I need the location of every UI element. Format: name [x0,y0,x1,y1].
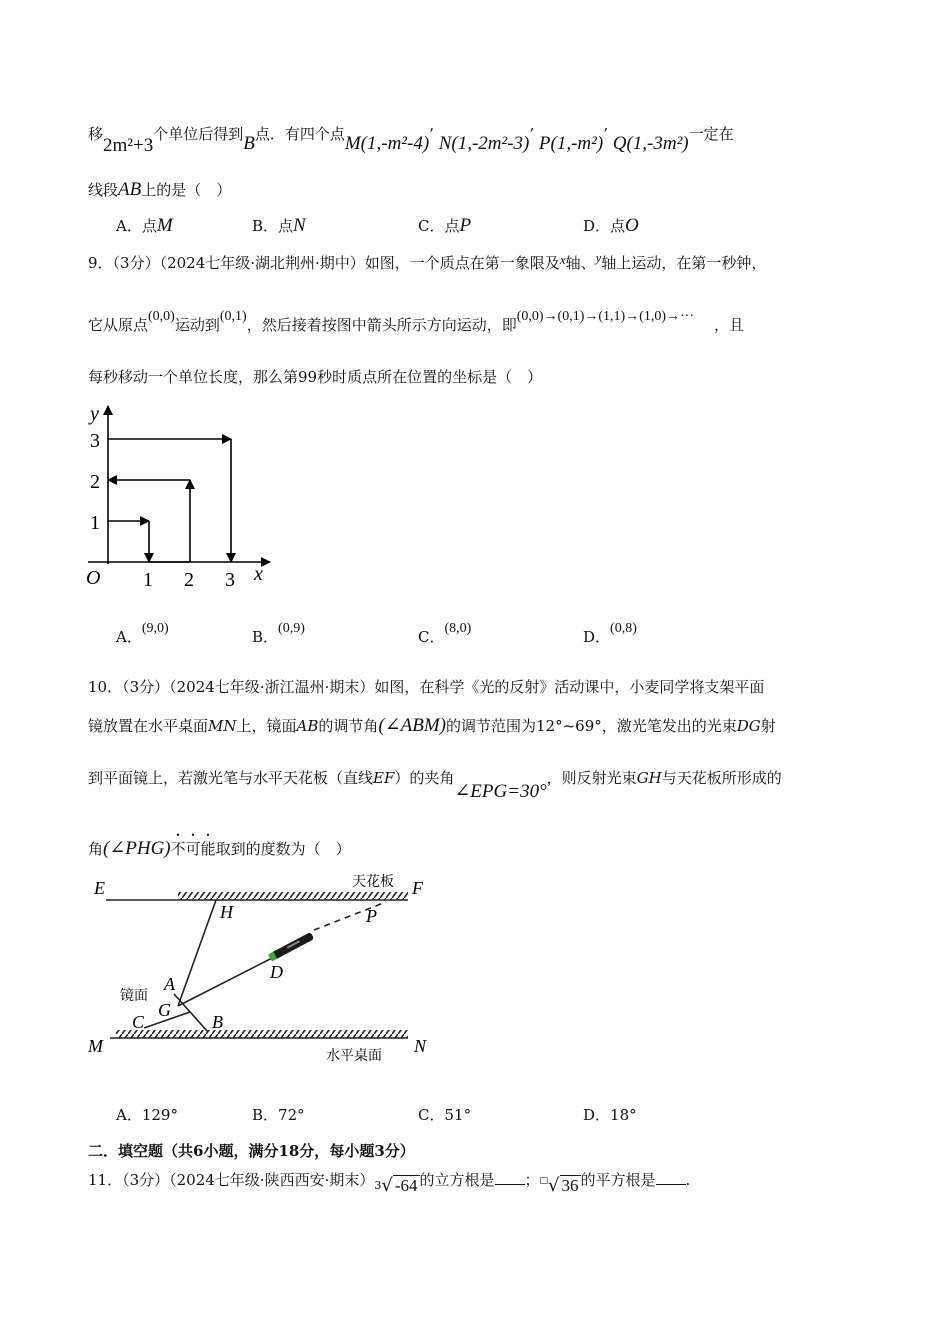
q8-line2 [88,180,231,199]
q10-option-c[interactable]: C．51° [418,1106,472,1124]
q9-x-tick: 1 [143,569,153,591]
q10-option-a[interactable]: A．129° [116,1106,178,1124]
q9-x-tick: 2 [184,569,194,591]
q10-label-d: D [270,962,283,982]
q8-segment-ab: AB [118,179,142,200]
q10-label-table: 水平桌面 [326,1049,382,1064]
q10-angle-phg: (∠PHG) [103,838,171,859]
q10-line2: 镜放置在水平桌面MN上，镜面AB的调节角(∠ABM)的调节范围为12°~69°，激光笔发出的光束DG射 [88,715,776,736]
q9-origin-label: O [86,567,101,589]
q8-option-d[interactable]: D．点O [583,215,639,236]
q10-label-ceiling: 天花板 [352,875,394,890]
q10-line3: 到平面镜上，若激光笔与水平天花板（直线EF）的夹角∠EPG=30°，则反射光束GH与天花板所形成的 [88,769,782,802]
q11-blank-2[interactable] [656,1170,686,1185]
q10-label-c: C [132,1012,145,1032]
q9-y-label: y [90,403,99,425]
q8-text: 移 [88,125,104,143]
q8-option-c[interactable]: C．点P [418,215,472,236]
q9-y-tick: 2 [90,471,100,493]
q8-text: 上的是（ ） [141,181,232,199]
q8-text: 点．有四个点 [254,125,345,143]
q9-option-c[interactable]: C．(8,0) [418,621,472,646]
q10-label-e: E [94,878,105,898]
q10-label-g: G [158,1000,171,1020]
q10-emphasis: 不可能 [170,840,216,858]
q8-point-q: Q(1,-3m²) [612,133,689,154]
q10-label-h: H [220,902,233,922]
q10-label-m: M [88,1036,103,1056]
q9-option-b[interactable]: B．(0,9) [252,621,305,646]
q8-text: 线段 [88,181,119,199]
q9-line1: 9．（3分）（2024七年级·湖北荆州·期中）如图，一个质点在第一象限及x轴、y轴上运动，在第一秒钟， [88,250,767,272]
q10-figure [86,866,446,1076]
q10-label-n: N [414,1036,427,1056]
q9-x-tick: 3 [225,569,235,591]
q8-point-n: N(1,-2m²-3) [438,133,530,154]
q8-point-m: M(1,-m²-4) [344,133,430,154]
section-title: 二．填空题（共6小题，满分18分，每小题3分） [88,1142,415,1160]
q9-figure [80,398,280,598]
q8-point-b: B [243,133,255,154]
q8-option-b[interactable]: B．点N [252,215,306,236]
q10-label-b: B [212,1012,223,1032]
q10-line4: 角(∠PHG)不可能取到的度数为（ ） [88,838,351,859]
q9-x-label: x [254,563,263,585]
q9-line3: 每秒移动一个单位长度，那么第99秒时质点所在位置的坐标是（ ） [88,368,543,386]
q8-line1: 移2m²+3个单位后得到B点．有四个点M(1,-m²-4)’ N(1,-2m²-3)’ P(1,-m²)’ Q(1,-3m²)一定在 [88,125,734,156]
q9-y-tick: 1 [90,512,100,534]
q10-line1: 10．（3分）（2024七年级·浙江温州·期末）如图，在科学《光的反射》活动课中，小麦同学将支架平面 [88,678,765,696]
q11-radicand-1: -64 [394,1176,418,1195]
q9-path: (0,0)→(0,1)→(1,1)→(1,0)→··· [516,309,694,324]
q10-angle-abm: (∠ABM) [378,715,447,736]
q11-radicand-2: 36 [561,1176,579,1195]
q10-option-d[interactable]: D．18° [583,1106,637,1124]
q10-label-p: P [366,906,377,926]
q10-option-b[interactable]: B．72° [252,1106,305,1124]
q10-label-a: A [164,974,175,994]
q8-option-a[interactable]: A．点M [116,215,173,236]
q9-line2: 它从原点(0,0)运动到(0,1)，然后接着按图中箭头所示方向运动，即(0,0)→(0,1)→(1,1)→(1,0)→··· ，且 [88,309,745,334]
q9-y-tick: 3 [90,430,100,452]
q8-text: 个单位后得到 [153,125,244,143]
q11-blank-1[interactable] [495,1170,525,1185]
q10-angle-epg: ∠EPG=30° [454,781,547,802]
q8-expr: 2m²+3 [103,135,154,156]
q9-option-d[interactable]: D．(0,8) [583,621,637,646]
q10-label-f: F [412,878,423,898]
q8-text: 一定在 [688,125,734,143]
q10-label-mirror: 镜面 [120,989,148,1004]
q8-point-p: P(1,-m²) [538,133,604,154]
q9-origin: (0,0) [148,309,175,324]
q11-line: 11．（3分）（2024七年级·陕西西安·期末）3√ -64 的立方根是 ；□√ 36 的平方根是 . [88,1171,691,1196]
q9-option-a[interactable]: A．(9,0) [116,621,169,646]
